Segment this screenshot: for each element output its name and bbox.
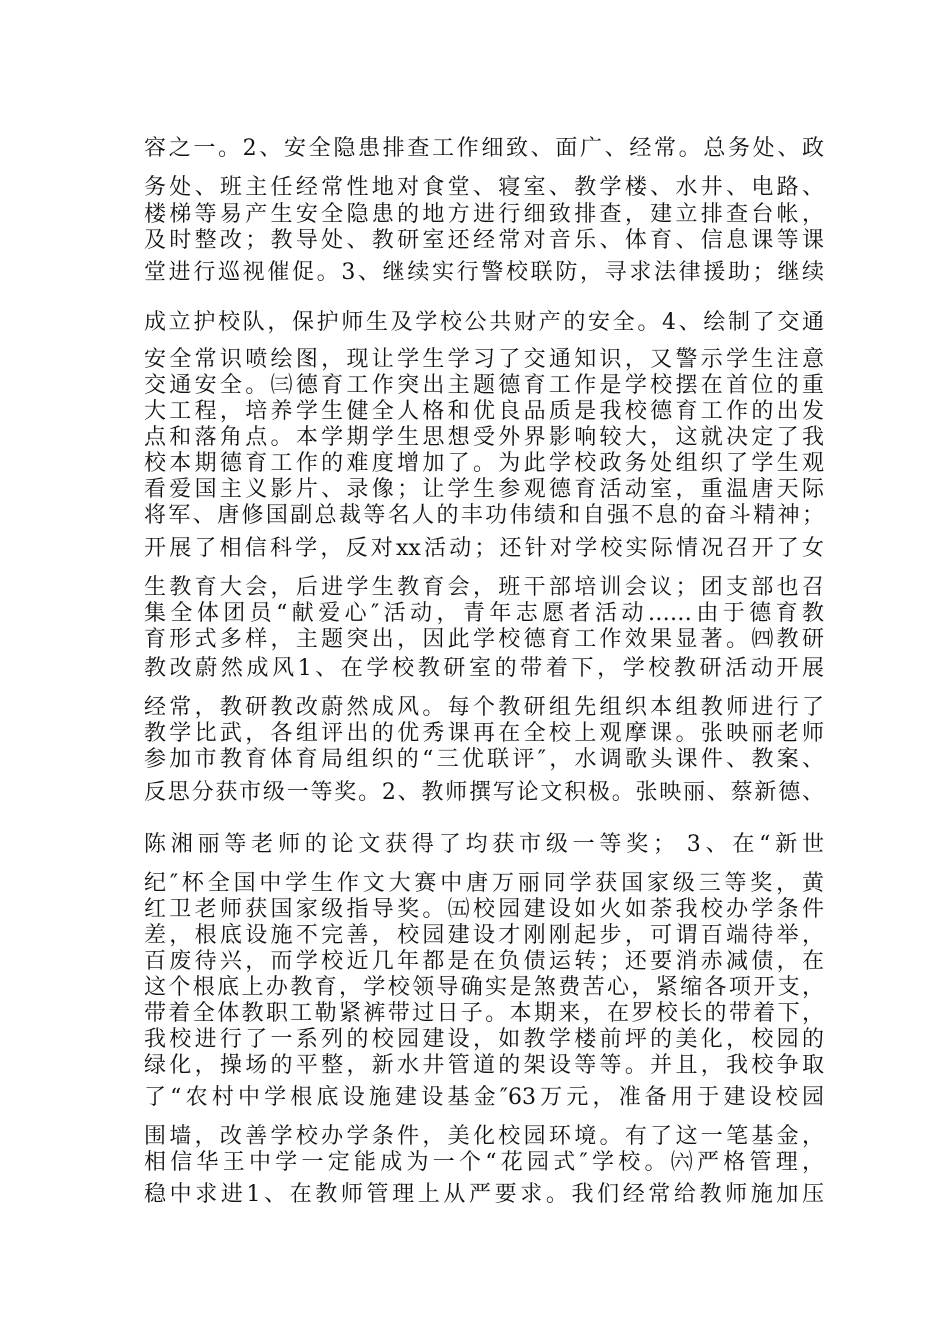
text-line: 反思分获市级一等奖。2、教师撰写论文积极。张映丽、蔡新德、	[144, 780, 824, 805]
text-line: 差，根底设施不完善，校园建设才刚刚起步，可谓百端待举，	[144, 923, 824, 948]
text-line: 点和落角点。本学期学生思想受外界影响较大，这就决定了我	[144, 425, 824, 450]
text-line: 教学比武，各组评出的优秀课再在全校上观摩课。张映丽老师	[144, 721, 824, 746]
text-line: 堂进行巡视催促。3、继续实行警校联防，寻求法律援助；继续	[144, 260, 824, 285]
text-line: 陈湘丽等老师的论文获得了均获市级一等奖； 3、在“新世	[144, 832, 824, 857]
text-line: 带着全体教职工勒紧裤带过日子。本期来，在罗校长的带着下，	[144, 1001, 824, 1026]
text-line: 将军、唐修国副总裁等名人的丰功伟绩和自强不息的奋斗精神；	[144, 503, 824, 528]
text-line: 百废待兴，而学校近几年都是在负债运转；还要消赤减债，在	[144, 949, 824, 974]
text-line: 绿化，操场的平整，新水井管道的架设等等。并且，我校争取	[144, 1053, 824, 1078]
text-line: 红卫老师获国家级指导奖。㈤校园建设如火如荼我校办学条件	[144, 897, 824, 922]
text-line: 了“农村中学根底设施建设基金″63万元，准备用于建设校园	[144, 1085, 824, 1110]
text-line: 容之一。2、安全隐患排查工作细致、面广、经常。总务处、政	[144, 136, 824, 161]
text-line: 参加市教育体育局组织的“三优联评″，水调歌头课件、教案、	[144, 747, 824, 772]
text-line: 看爱国主义影片、录像；让学生参观德育活动室，重温唐天际	[144, 477, 824, 502]
text-line: 成立护校队，保护师生及学校公共财产的安全。4、绘制了交通	[144, 310, 824, 335]
text-line: 集全体团员“献爱心″活动，青年志愿者活动……由于德育教	[144, 601, 824, 626]
text-line: 经常，教研教改蔚然成风。每个教研组先组织本组教师进行了	[144, 695, 824, 720]
text-line: 教改蔚然成风1、在学校教研室的带着下，学校教研活动开展	[144, 656, 824, 681]
text-line: 稳中求进1、在教师管理上从严要求。我们经常给教师施加压	[144, 1182, 824, 1207]
text-line: 围墙，改善学校办学条件，美化校园环境。有了这一笔基金，	[144, 1124, 824, 1149]
text-line: 开展了相信科学，反对xx活动；还针对学校实际情况召开了女	[144, 536, 824, 561]
text-line: 务处、班主任经常性地对食堂、寝室、教学楼、水井、电路、	[144, 175, 824, 200]
text-line: 相信华王中学一定能成为一个“花园式″学校。㈥严格管理，	[144, 1150, 824, 1175]
text-line: 楼梯等易产生安全隐患的地方进行细致排查，建立排查台帐，	[144, 202, 824, 227]
text-line: 我校进行了一系列的校园建设，如教学楼前坪的美化，校园的	[144, 1027, 824, 1052]
text-line: 及时整改；教导处、教研室还经常对音乐、体育、信息课等课	[144, 228, 824, 253]
text-line: 交通安全。㈢德育工作突出主题德育工作是学校摆在首位的重	[144, 373, 824, 398]
text-line: 校本期德育工作的难度增加了。为此学校政务处组织了学生观	[144, 451, 824, 476]
text-line: 纪″杯全国中学生作文大赛中唐万丽同学获国家级三等奖，黄	[144, 871, 824, 896]
text-line: 育形式多样，主题突出，因此学校德育工作效果显著。㈣教研	[144, 627, 824, 652]
text-line: 这个根底上办教育，学校领导确实是煞费苦心，紧缩各项开支，	[144, 975, 824, 1000]
text-line: 生教育大会，后进学生教育会，班干部培训会议；团支部也召	[144, 575, 824, 600]
text-line: 安全常识喷绘图，现让学生学习了交通知识，又警示学生注意	[144, 347, 824, 372]
text-line: 大工程，培养学生健全人格和优良品质是我校德育工作的出发	[144, 399, 824, 424]
